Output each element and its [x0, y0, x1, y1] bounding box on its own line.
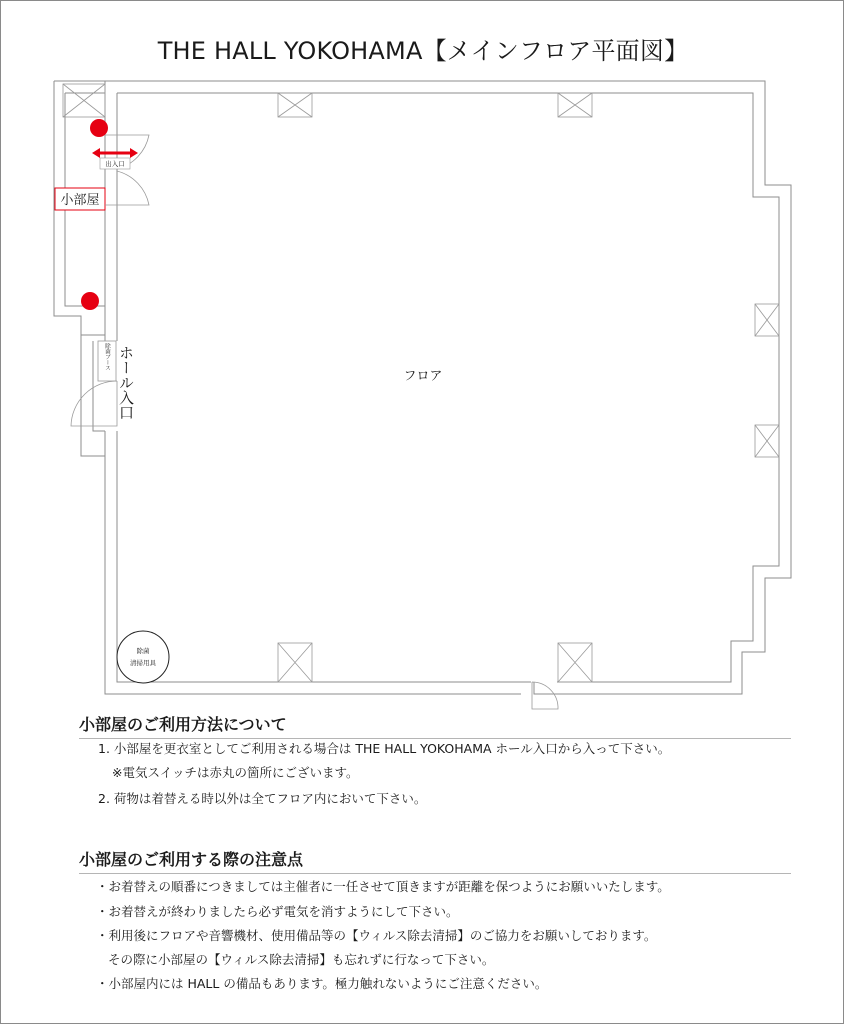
- exit-label: 出入口: [105, 160, 125, 168]
- pillar: [63, 84, 105, 117]
- hall-inner-wall: [117, 93, 779, 682]
- usage-note: ※電気スイッチは赤丸の箇所にございます。: [112, 765, 359, 780]
- cleaning-supplies-label-2: 清掃用具: [130, 659, 156, 667]
- small-room-label: 小部屋: [60, 193, 100, 208]
- caution-item: ・小部屋内には HALL の備品もあります。極力触れないようにご注意ください。: [96, 976, 548, 991]
- pillar: [558, 93, 592, 117]
- disinfect-booth-label: 除菌ブース: [104, 343, 110, 371]
- usage-item: 2. 荷物は着替える時以外は全てフロア内において下さい。: [98, 791, 427, 806]
- caution-item: ・利用後にフロアや音響機材、使用備品等の【ウィルス除去清掃】のご協力をお願いしております。: [96, 928, 657, 943]
- hall-outer-wall: [105, 81, 791, 694]
- light-switch-marker: [90, 119, 108, 137]
- caution-item: ・お着替えの順番につきましては主催者に一任させて頂きますが距離を保つようにお願いいたします。: [96, 879, 670, 894]
- page-title: THE HALL YOKOHAMA【メインフロア平面図】: [157, 37, 689, 65]
- exit-door: [105, 135, 149, 205]
- floor-label: フロア: [403, 369, 443, 384]
- pillar: [278, 93, 312, 117]
- pillar: [278, 643, 312, 682]
- floor-plan: [1, 1, 844, 721]
- caution-section-heading: 小部屋のご利用する際の注意点: [79, 847, 791, 874]
- entrance-door: [71, 381, 117, 426]
- light-switch-marker: [81, 292, 99, 310]
- usage-section-heading: 小部屋のご利用方法について: [79, 712, 791, 739]
- hall-entrance-label: ホール入口: [117, 345, 135, 420]
- bottom-door: [532, 682, 558, 709]
- pillar: [558, 643, 592, 682]
- pillar: [755, 425, 779, 457]
- pillar: [755, 304, 779, 336]
- usage-item: 1. 小部屋を更衣室としてご利用される場合は THE HALL YOKOHAMA ホール入口から入って下さい。: [98, 741, 671, 756]
- caution-item-continued: その際に小部屋の【ウィルス除去清掃】も忘れずに行なって下さい。: [108, 952, 495, 967]
- exit-arrow-icon: [92, 148, 138, 158]
- caution-item: ・お着替えが終わりましたら必ず電気を消すようにして下さい。: [96, 904, 459, 919]
- cleaning-supplies-area: [117, 631, 169, 683]
- corridor-wall: [81, 335, 105, 456]
- cleaning-supplies-label-1: 除菌: [136, 647, 150, 655]
